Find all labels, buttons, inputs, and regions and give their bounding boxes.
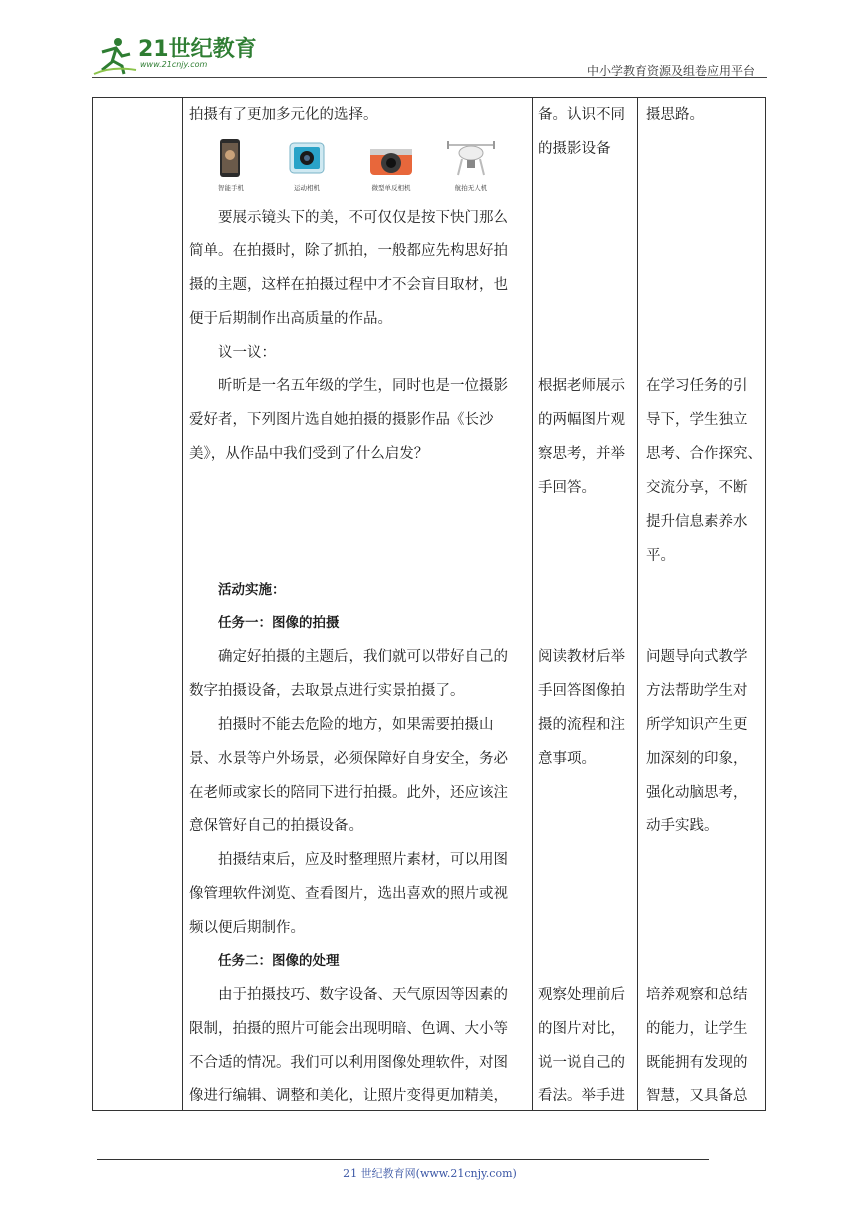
section-heading: 任务一：图像的拍摄 [218, 615, 340, 631]
content-line: 像管理软件浏览、查看图片，选出喜欢的照片或视 [189, 886, 508, 902]
column-divider [182, 98, 183, 1110]
design-intent-line: 动手实践。 [646, 818, 719, 834]
device-images [200, 135, 520, 195]
smartphone-icon [196, 135, 266, 183]
student-activity-line: 手回答图像拍 [538, 683, 625, 699]
footer-text: 21 世纪教育网(www.21cnjy.com) [343, 1167, 517, 1180]
design-intent-line: 提升信息素养水 [646, 514, 748, 530]
device-drone [436, 135, 506, 195]
content-line: 简单。在拍摄时，除了抓拍，一般都应先构思好拍 [189, 243, 508, 259]
content-line: 便于后期制作出高质量的作品。 [189, 311, 392, 327]
design-intent-line: 加深刻的印象， [646, 751, 748, 767]
footer-divider [97, 1159, 709, 1160]
content-line: 确定好拍摄的主题后，我们就可以带好自己的 [218, 649, 508, 665]
student-activity-line: 意事项。 [538, 751, 596, 767]
content-line: 不合适的情况。我们可以利用图像处理软件，对图 [189, 1055, 508, 1071]
content-line: 拍摄时不能去危险的地方，如果需要拍摄山 [218, 717, 494, 733]
content-line: 美》，从作品中我们受到了什么启发？ [189, 446, 429, 462]
content-line: 拍摄有了更加多元化的选择。 [189, 107, 378, 123]
content-line: 像进行编辑、调整和美化，让照片变得更加精美， [189, 1088, 508, 1104]
device-mirrorless-camera [356, 135, 426, 195]
design-intent-line: 培养观察和总结 [646, 987, 748, 1003]
device-caption: 运动相机 [294, 184, 320, 192]
design-intent-line: 所学知识产生更 [646, 717, 748, 733]
content-line: 数字拍摄设备，去取景点进行实景拍摄了。 [189, 683, 465, 699]
design-intent-line: 导下，学生独立 [646, 412, 748, 428]
content-line: 意保管好自己的拍摄设备。 [189, 818, 363, 834]
design-intent-line: 智慧，又具备总 [646, 1088, 748, 1104]
device-caption: 微型单反相机 [371, 184, 411, 192]
content-line: 昕昕是一名五年级的学生，同时也是一位摄影 [218, 378, 508, 394]
student-activity-line: 的两幅图片观 [538, 412, 625, 428]
student-activity-line: 的图片对比， [538, 1021, 625, 1037]
design-intent-line: 问题导向式教学 [646, 649, 748, 665]
content-line: 由于拍摄技巧、数字设备、天气原因等因素的 [218, 987, 508, 1003]
logo-url: www.21cnjy.com [140, 60, 208, 69]
device-action-camera [272, 135, 342, 195]
device-caption: 智能手机 [218, 184, 244, 192]
student-activity-line: 根据老师展示 [538, 378, 625, 394]
content-line: 议一议： [218, 345, 276, 361]
logo-text: 21世纪教育 [138, 37, 257, 62]
mirrorless-camera-icon [356, 135, 426, 183]
design-intent-line: 既能拥有发现的 [646, 1055, 748, 1071]
student-activity-line: 察思考，并举 [538, 446, 625, 462]
design-intent-line: 平。 [646, 548, 675, 564]
device-smartphone [196, 135, 266, 195]
design-intent-line: 思考、合作探究、 [646, 446, 762, 462]
student-activity-line: 看法。举手进 [538, 1088, 625, 1104]
student-activity-line: 摄的流程和注 [538, 717, 625, 733]
design-intent-line: 强化动脑思考， [646, 785, 748, 801]
content-line: 爱好者，下列图片选自她拍摄的摄影作品《长沙 [189, 412, 494, 428]
device-caption: 航拍无人机 [454, 184, 488, 192]
content-line: 要展示镜头下的美，不可仅仅是按下快门那么 [218, 210, 508, 226]
drone-icon [436, 135, 506, 183]
action-camera-icon [272, 135, 342, 183]
design-intent-line: 摄思路。 [646, 107, 704, 123]
column-divider [637, 98, 638, 1110]
student-activity-line: 阅读教材后举 [538, 649, 625, 665]
section-heading: 活动实施： [218, 582, 286, 598]
content-line: 拍摄结束后，应及时整理照片素材，可以用图 [218, 852, 508, 868]
design-intent-line: 方法帮助学生对 [646, 683, 748, 699]
student-activity-line: 备。认识不同 [538, 107, 625, 123]
student-activity-line: 说一说自己的 [538, 1055, 625, 1071]
student-activity-line: 观察处理前后 [538, 987, 625, 1003]
platform-name: 中小学教育资源及组卷应用平台 [586, 64, 755, 78]
content-line: 景、水景等户外场景，必须保障好自身安全，务必 [189, 751, 508, 767]
content-line: 限制，拍摄的照片可能会出现明暗、色调、大小等 [189, 1021, 508, 1037]
design-intent-line: 交流分享，不断 [646, 480, 748, 496]
content-line: 频以便后期制作。 [189, 920, 305, 936]
content-line: 摄的主题，这样在拍摄过程中才不会盲目取材，也 [189, 277, 508, 293]
header-divider [92, 77, 767, 78]
page-header [92, 30, 767, 78]
design-intent-line: 在学习任务的引 [646, 378, 748, 394]
section-heading: 任务二：图像的处理 [218, 953, 340, 969]
student-activity-line: 的摄影设备 [538, 141, 611, 157]
design-intent-line: 的能力，让学生 [646, 1021, 748, 1037]
content-line: 在老师或家长的陪同下进行拍摄。此外，还应该注 [189, 785, 508, 801]
student-activity-line: 手回答。 [538, 480, 596, 496]
